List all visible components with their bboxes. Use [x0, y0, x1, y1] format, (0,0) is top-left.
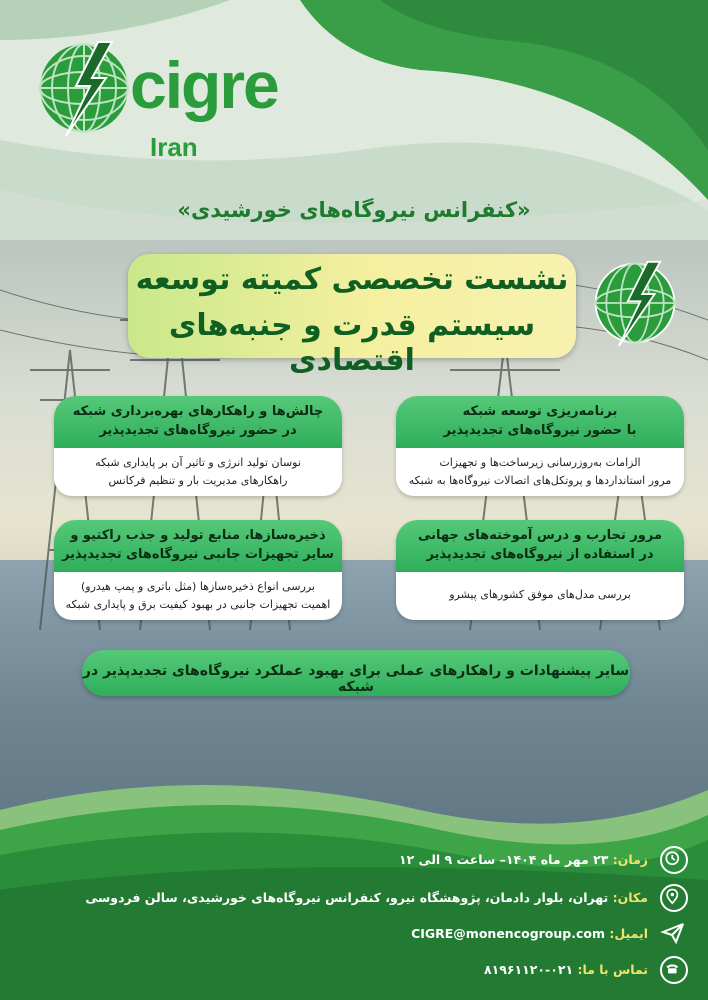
topic-detail-line-1: نوسان تولید انرژی و تاثیر آن بر پایداری شبکه — [95, 456, 301, 469]
info-place-text — [85, 890, 648, 905]
topic-card-grid-planning — [396, 396, 684, 496]
topic-card-body — [54, 572, 342, 620]
globe-lightning-icon — [592, 260, 678, 346]
info-time-label: زمان: — [612, 852, 648, 867]
topic-title-line-1: مرور تجارب و درس آموخته‌های جهانی — [417, 528, 663, 543]
cigre-wordmark: cigre — [130, 48, 278, 122]
topic-title-line-1: برنامه‌ریزی توسعه شبکه — [462, 404, 618, 419]
info-time-value: ۲۳ مهر ماه ۱۴۰۴– ساعت ۹ الی ۱۲ — [398, 852, 609, 867]
topic-title-line-1: چالش‌ها و راهکارهای بهره‌برداری شبکه — [72, 404, 324, 419]
topic-title-line-2: در استفاده از نیروگاه‌های تجدیدپذیر — [426, 547, 654, 562]
info-time-text — [399, 852, 648, 867]
topic-title-line-2: در حضور نیروگاه‌های تجدیدپذیر — [99, 423, 297, 438]
topic-title-line-2: سایر تجهیزات جانبی نیروگاه‌های تجدیدپذیر — [62, 547, 334, 562]
closing-topic-text: سایر پیشنهادات و راهکارهای عملی برای بهبود عملکرد نیروگاه‌های تجدیدپذیر در شبکه — [82, 663, 630, 695]
topic-card-header — [54, 520, 342, 572]
topic-detail-line-2: اهمیت تجهیزات جانبی در بهبود کیفیت برق و پایداری شبکه — [65, 598, 331, 611]
topic-card-body — [396, 572, 684, 620]
info-phone-value[interactable]: ۰۲۱-۸۱۹۶۱۱۲۰ — [483, 962, 574, 977]
topic-card-body — [54, 448, 342, 496]
info-place — [85, 884, 688, 914]
info-time — [328, 846, 688, 876]
clock-icon — [660, 846, 688, 874]
country-label: Iran — [150, 132, 198, 162]
topic-card-global-experiences — [396, 520, 684, 620]
info-place-label: مکان: — [612, 890, 648, 905]
info-phone-label: تماس با ما: — [577, 962, 648, 977]
info-email-label: ایمیل: — [609, 926, 648, 941]
topic-card-operation-challenges — [54, 396, 342, 496]
topic-detail-line-1: بررسی مدل‌های موفق کشورهای پیشرو — [449, 588, 631, 601]
info-email — [368, 920, 688, 950]
info-email-value[interactable]: CIGRE@monencogroup.com — [411, 926, 606, 941]
telephone-icon — [660, 956, 688, 984]
topic-card-storage-equipment — [54, 520, 342, 620]
topic-title-line-2: با حضور نیروگاه‌های تجدیدپذیر — [443, 423, 637, 438]
info-phone-text — [484, 962, 648, 977]
info-phone — [368, 956, 688, 986]
topic-detail-line-2: مرور استانداردها و پروتکل‌های اتصالات نیروگاه‌ها به شبکه — [408, 474, 672, 487]
closing-topic-banner — [82, 650, 630, 696]
main-title-banner — [128, 254, 576, 378]
info-email-text — [411, 926, 648, 941]
topic-card-header — [396, 520, 684, 572]
topic-detail-line-1: الزامات به‌روزرسانی زیرساخت‌ها و تجهیزات — [439, 456, 641, 469]
main-title-line-1: نشست تخصصی کمیته توسعه — [135, 262, 569, 297]
topic-title-line-1: ذخیره‌سازها، منابع تولید و جذب راکتیو و — [70, 528, 326, 543]
paper-plane-icon — [660, 920, 688, 948]
topic-card-body — [396, 448, 684, 496]
main-title-line-2: سیستم قدرت و جنبه‌های اقتصادی — [168, 308, 536, 378]
cigre-globe-logo-icon — [36, 40, 132, 136]
topic-detail-line-2: راهکارهای مدیریت بار و تنظیم فرکانس — [108, 474, 288, 487]
conference-title: «کنفرانس نیروگاه‌های خورشیدی» — [177, 198, 531, 222]
location-pin-icon — [660, 884, 688, 912]
topic-card-header — [396, 396, 684, 448]
info-place-value: تهران، بلوار دادمان، پژوهشگاه نیرو، کنفرانس نیروگاه‌های خورشیدی، سالن فردوسی — [85, 890, 609, 905]
topic-card-header — [54, 396, 342, 448]
topic-detail-line-1: بررسی انواع ذخیره‌سازها (مثل باتری و پمپ هیدرو) — [81, 580, 315, 593]
